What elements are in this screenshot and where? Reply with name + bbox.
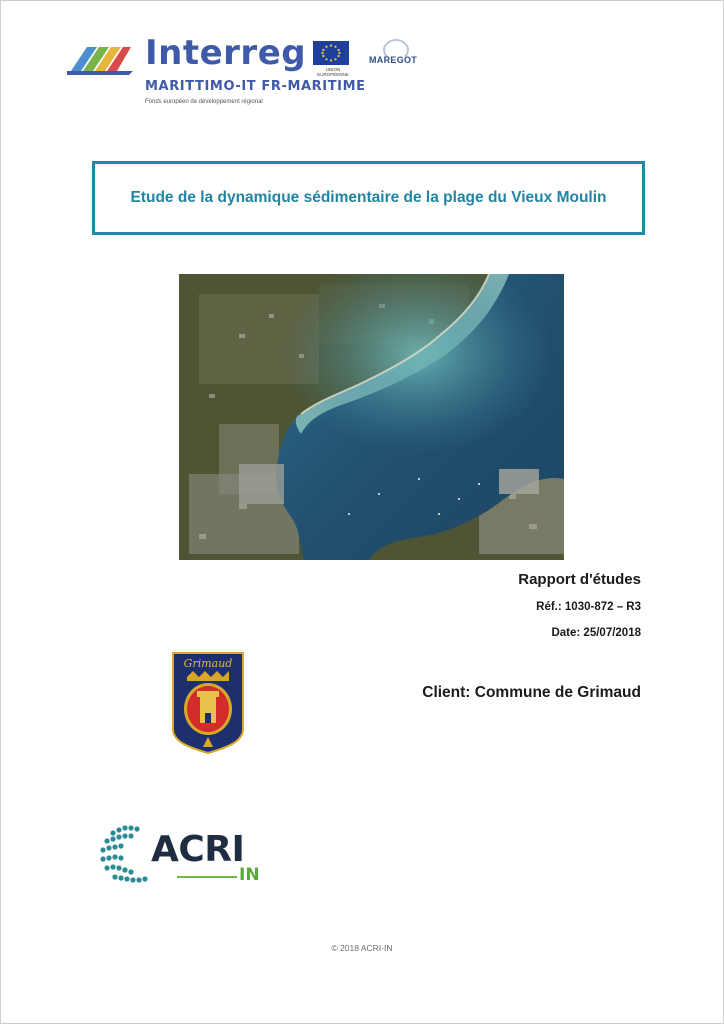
eu-flag-icon [313,41,349,65]
crest-label: Grimaud [183,657,233,670]
interreg-brand: Interreg [145,33,307,73]
title-box [92,161,645,235]
report-reference: Réf.: 1030-872 – R3 [536,601,641,613]
fund-text: Fonds européen de développement régional [145,99,263,105]
eu-label: UNION EUROPÉENNE [317,67,349,77]
acri-divider [177,876,237,878]
report-client: Client: Commune de Grimaud [422,684,641,701]
grimaud-crest-icon [171,651,245,755]
interreg-wing-icon [67,41,133,75]
maregot-logo [369,39,419,71]
program-name: MARITTIMO-IT FR-MARITIME [145,79,366,94]
acri-name: ACRI [151,829,245,870]
satellite-image [179,274,564,560]
report-type: Rapport d'études [518,571,641,588]
report-date: Date: 25/07/2018 [551,627,641,639]
copyright: © 2018 ACRI-IN [331,943,393,953]
acri-suffix: IN [239,865,260,885]
acri-logo [99,823,271,893]
document-title: Etude de la dynamique sédimentaire de la plage du Vieux Moulin [130,189,607,206]
maregot-label: MAREGOT [369,55,418,65]
